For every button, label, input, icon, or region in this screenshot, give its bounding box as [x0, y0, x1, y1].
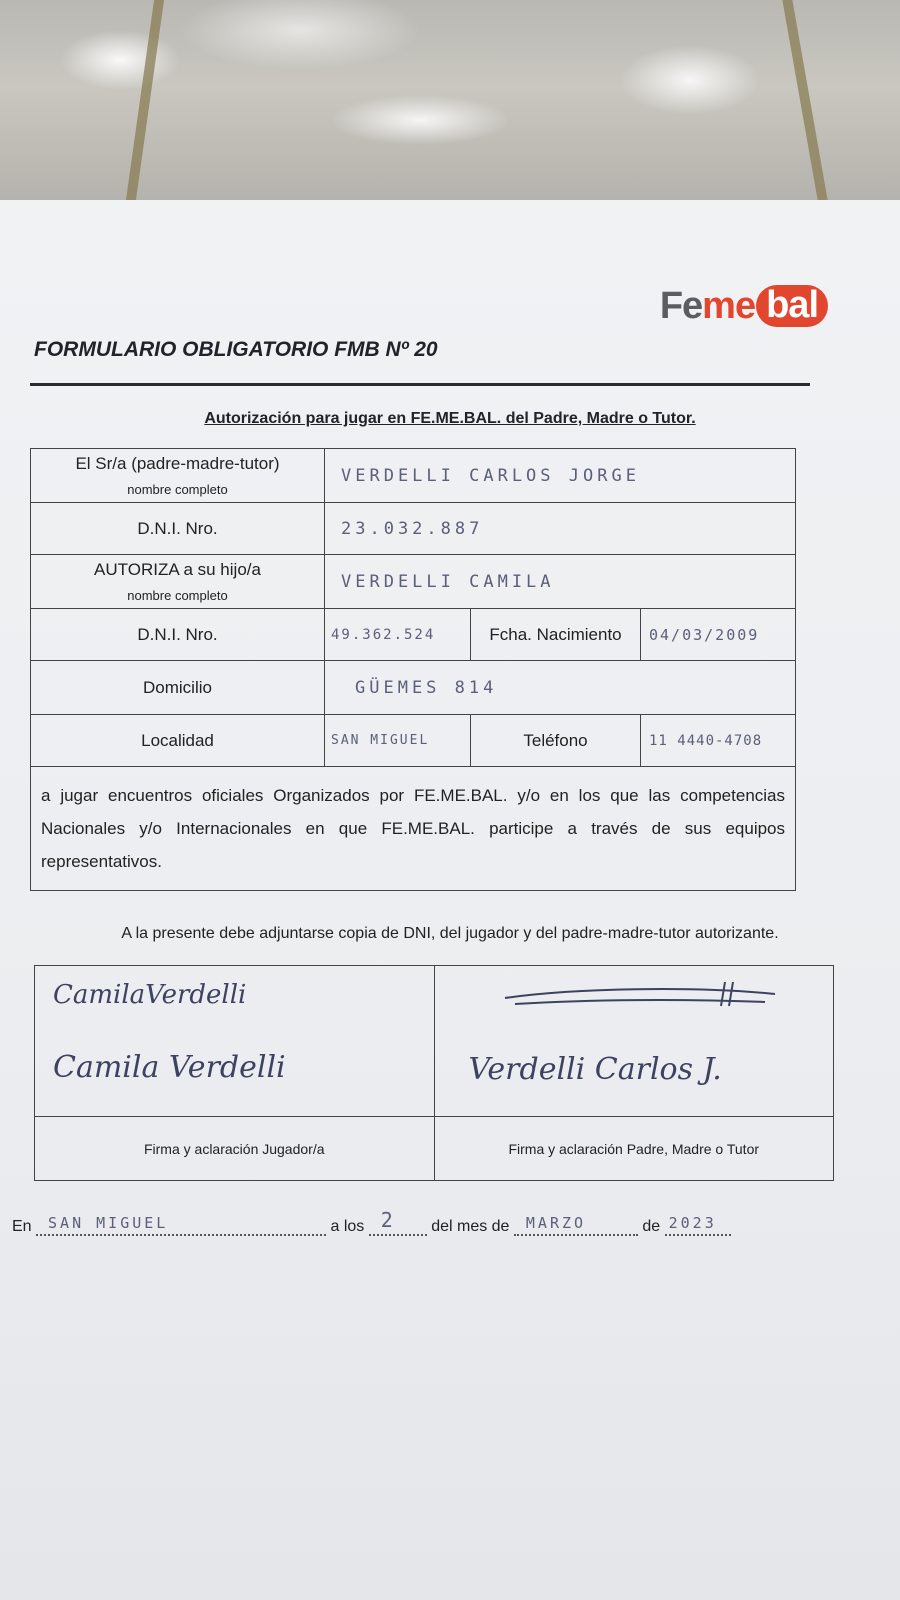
form-title: FORMULARIO OBLIGATORIO FMB Nº 20 [34, 338, 438, 361]
femebal-logo: Fe me bal [660, 278, 828, 334]
table-row [31, 555, 795, 609]
parent-signature-area[interactable] [435, 966, 834, 1117]
city-label: Localidad [31, 715, 325, 766]
parent-label: El Sr/a (padre-madre-tutor) [75, 454, 280, 473]
parent-dni-field[interactable]: 23.032.887 [341, 518, 484, 539]
parent-name-field[interactable]: VERDELLI CARLOS JORGE [341, 465, 640, 486]
birth-date-field[interactable]: 04/03/2009 [649, 625, 760, 644]
child-dni-label: D.N.I. Nro. [31, 609, 325, 660]
birth-date-label: Fcha. Nacimiento [471, 609, 641, 660]
parent-signature: Verdelli Carlos J. [468, 1052, 722, 1087]
authorization-text: a jugar encuentros oficiales Organizados por FE.ME.BAL. y/o en los que las competencias Nacionales y/o Internacionales en que FE.ME.BAL. participe a través de sus equipos representativos. [41, 786, 785, 871]
child-label: AUTORIZA a su hijo/a [94, 560, 261, 579]
closing-year-field[interactable]: 2023 [665, 1218, 731, 1236]
table-row [31, 503, 795, 555]
player-signature: CamilaVerdelli [53, 980, 247, 1010]
closing-day-field[interactable]: 2 [369, 1218, 427, 1236]
closing-month-field[interactable]: MARZO [514, 1218, 638, 1236]
signature-table [34, 965, 834, 1181]
city-field[interactable]: SAN MIGUEL [325, 715, 471, 766]
player-signature-caption: Firma y aclaración Jugador/a [143, 1140, 325, 1157]
closing-line: En SAN MIGUEL a los 2 del mes de MARZO de 2023 [12, 1218, 731, 1236]
player-signature-area[interactable] [35, 966, 434, 1117]
parent-signature-caption: Firma y aclaración Padre, Madre o Tutor [508, 1140, 760, 1157]
parent-signature-stroke [495, 976, 795, 1016]
table-row [31, 661, 795, 715]
child-name-field[interactable]: VERDELLI CAMILA [341, 571, 555, 592]
parent-dni-label: D.N.I. Nro. [31, 503, 325, 554]
player-signature-clarification: Camila Verdelli [53, 1050, 286, 1085]
address-field[interactable]: GÜEMES 814 [355, 677, 498, 698]
attachment-note: A la presente debe adjuntarse copia de DNI, del jugador y del padre-madre-tutor autorizante. [121, 925, 779, 942]
closing-city-field[interactable]: SAN MIGUEL [36, 1218, 326, 1236]
table-row [31, 449, 795, 503]
child-dni-field[interactable]: 49.362.524 [325, 609, 471, 660]
phone-label: Teléfono [471, 715, 641, 766]
title-divider [30, 383, 810, 386]
child-sublabel: nombre completo [127, 588, 228, 603]
address-label: Domicilio [31, 661, 325, 714]
parent-sublabel: nombre completo [127, 482, 228, 497]
authorization-table [30, 448, 796, 891]
table-row [31, 715, 795, 767]
form-subtitle: Autorización para jugar en FE.ME.BAL. del Padre, Madre o Tutor. [204, 410, 696, 427]
phone-field[interactable]: 11 4440-4708 [649, 732, 763, 749]
table-row [31, 609, 795, 661]
